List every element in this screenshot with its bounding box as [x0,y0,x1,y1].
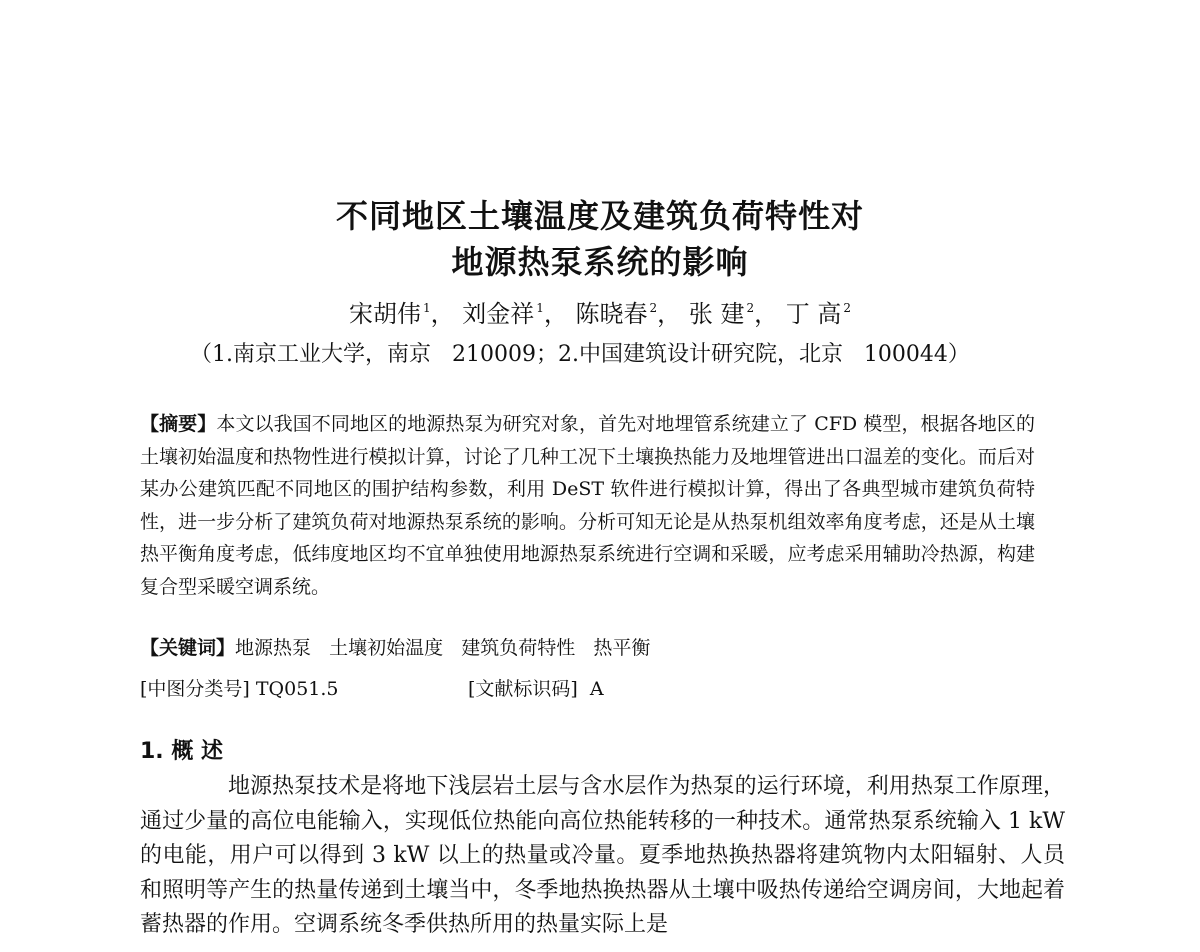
author-affiliation-mark: 2 [843,301,852,315]
section-body-text: 地源热泵技术是将地下浅层岩土层与含水层作为热泵的运行环境，利用热泵工作原理，通过少量的高位电能输入，实现低位热能向高位热能转移的一种技术。通常热泵系统输入 1 kW 的电能，用户可以得到 3 kW 以上的热量或冷量。夏季地热换热器将建筑物内太阳辐射、人员和照明等产生的热量传递到土壤当中，冬季地热换热器从土壤中吸热传递给空调房间，大地起着蓄热器的作用。空调系统冬季供热所用的热量实际上是 [140,774,1065,937]
abstract-text: 本文以我国不同地区的地源热泵为研究对象，首先对地埋管系统建立了 CFD 模型，根据各地区的土壤初始温度和热物性进行模拟计算，讨论了几种工况下土壤换热能力及地埋管进出口温差的变化。而后对某办公建筑匹配不同地区的围护结构参数，利用 DeST 软件进行模拟计算，得出了各典型城市建筑负荷特性，进一步分析了建筑负荷对地源热泵系统的影响。分析可知无论是从热泵机组效率角度考虑，还是从土壤热平衡角度考虑，低纬度地区均不宜单独使用地源热泵系统进行空调和采暖，应考虑采用辅助冷热源，构建复合型采暖空调系统。 [140,413,1035,598]
author-name: 宋胡伟 [348,300,421,328]
abstract-label: 【摘要】 [140,413,217,435]
affiliations: （1.南京工业大学，南京 210009；2.中国建筑设计研究院，北京 100044） [190,342,970,367]
author-list: 宋胡伟 $^1$， 刘金祥 $^1$， 陈晓春 $^2$， 张 建 $^2$， 丁 高 $^2$ [348,300,852,328]
author-affiliation-mark: 1 [422,301,431,315]
clc-number: [中图分类号] TQ051.5 [140,678,339,700]
abstract [140,408,1035,603]
classification-line [140,676,1035,702]
author-affiliation-mark: 2 [649,301,658,315]
paper-title-line-1: 不同地区土壤温度及建筑负荷特性对 [335,197,864,235]
keywords-label: 【关键词】 [140,637,236,659]
keywords-text: 地源热泵 土壤初始温度 建筑负荷特性 热平衡 [235,637,651,659]
section-heading: 1. 概 述 [140,739,223,764]
author-affiliation-mark: 2 [746,301,755,315]
document-code: [文献标识码] A [468,678,604,700]
author-name: 丁 高 [785,300,842,328]
author-affiliation-mark: 1 [536,301,544,315]
keywords [140,635,1035,661]
author-name: 刘金祥 [462,300,535,328]
author-name: 陈晓春 [575,300,648,328]
author-name: 张 建 [688,300,745,328]
paper-title-line-2: 地源热泵系统的影响 [451,243,749,281]
